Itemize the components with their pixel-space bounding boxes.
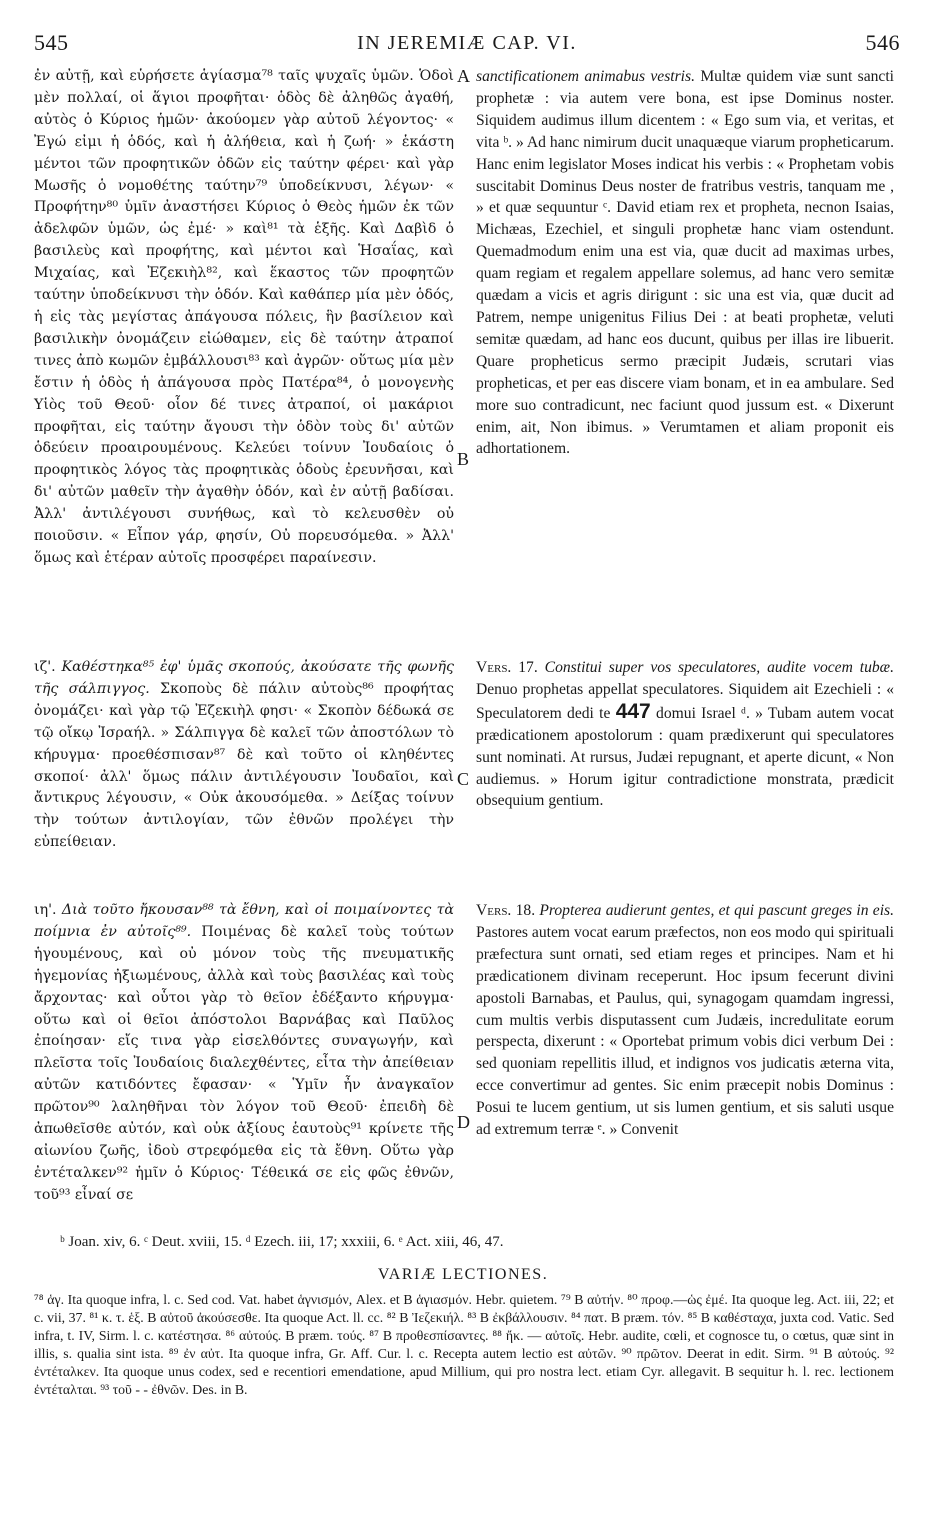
margin-letter-a: A bbox=[457, 66, 470, 86]
variae-lectiones-text: ⁷⁸ ἁγ. Ita quoque infra, l. c. Sed cod. Vat. habet ἁγνισμόν, Alex. et B ἁγιασμόν. Hebr. quietem. ⁷⁹ B αὐτήν. ⁸⁰ προφ.—ὡς ἐμέ. Ita quoque leg. Act. iii, 22; et c. vii, 37. ⁸¹ κ. τ. ἑξ. B αὐτοῦ ἀκούσεσθε. Ita quoque Act. ll. cc. ⁸² B Ἰεζεκιήλ. ⁸³ B ἐκβάλλουσιν. ⁸⁴ πατ. B præm. τόν. ⁸⁵ B καθέσταχα, juxta cod. Vatic. Sed infra, t. IV, Sirm. l. c. κατέστησα. ⁸⁶ αὐτούς. B præm. τούς. ⁸⁷ B προθεσπίσαντες. ⁸⁸ ἤκ. — αὐτοῖς. Hebr. audite, cœli, et cognosce tu, o cœtus, quæ sint in illis, s. qualia sint ista. ⁸⁹ ἐν αὐτ. Ita quoque infra, Gr. Aff. Cur. l. c. Recepta autem lectio est αὐτῶν. ⁹⁰ πρῶτον. Deerat in edit. Sirm. ⁹¹ B αὐτούς. ⁹² ἐντέταλκεν. Ita quoque unus codex, sed e recentiori emendatione, apud Millium, qui pro nostra lect. etiam Cyr. allegavit. B sequitur h. l. rec. lectionem ἐντέταλται. ⁹³ τοῦ - - ἐθνῶν. Des. in B. bbox=[34, 1292, 894, 1397]
latin-verse-18-text: Pastores autem vocat earum præfectos, non eos modo qui spirituali præfectura sunt ornati, sed etiam reges et principes. Nam et hi prædicationem divinam receperunt. Hoc ipsum fecerunt divini apostoli Barnabas, et Paulus, qui, synagogam quamdam ingressi, cum multis verbis disputassent cum Judæis, incredulitate eorum perspecta, dixerunt : « Oportebat primum vobis dici verbum Dei : sed quoniam repellitis illud, et indignos vos judicatis æterna vita, ecce convertimur ad gentes. Sic enim præcepit nobis Dominus : Posui te lucem gentium, ut sis lumen gentium, et sis saluti usque ad extremum terræ ᵉ. » Convenit bbox=[476, 923, 894, 1139]
margin-letter-c: C bbox=[457, 769, 470, 789]
latin-lead: sanctificationem animabus vestris. bbox=[476, 68, 695, 85]
greek-verse-18-lemma: Διὰ τοῦτο ἤκουσαν⁸⁸ τὰ ἔθνη, καὶ οἱ ποιμαίνοντες τὰ ποίμνια ἐν αὐτοῖς⁸⁹. bbox=[34, 902, 454, 940]
running-title: IN JEREMIÆ CAP. VI. bbox=[357, 32, 577, 54]
latin-verse-18-label: Vers. 18. bbox=[476, 902, 536, 919]
page-number-left: 545 bbox=[34, 30, 69, 55]
latin-verse-17 bbox=[476, 657, 894, 812]
greek-verse-17-lemma: Καθέστηκα⁸⁵ ἐφ' ὑμᾶς σκοπούς, ἀκούσατε τῆς φωνῆς τῆς σάλπιγγος. bbox=[34, 659, 454, 697]
greek-column bbox=[34, 66, 454, 570]
margin-letter-b: B bbox=[457, 449, 470, 469]
latin-paragraph-1: Multæ quidem viæ sunt sancti prophetæ : via autem vere bona, est ipse Dominus noster. Siquidem audimus illum dicentem : « Ego sum via, et veritas, et vita ᵇ. » Ad hanc nimirum ducit unaquæque viarum propheticarum. Hanc enim legislator Moses indicat his verbis : « Prophetam vobis suscitabit Dominus Deus noster de fratribus vestris, tanquam me , » et quæ sequuntur ᶜ. David etiam rex et propheta, necnon Isaias, Michæas, Ezechiel, et singuli prophetæ hanc viam ostendunt. Quemadmodum enim una est via, quæ ducit ad maximas urbes, quam regiam et regalem appellare solemus, ad hanc vero semitæ quædam a vicis et agris dirigunt : sic una est via, quæ ducit ad Patrem, nempe unigenitus Filius Dei : at beati prophetæ, veluti semitæ quædam, ad hanc eos ducunt, quibus per illas ire libuerit. Quare propheticus sermo præcipit Judæis, scrutari vias propheticas, et per eas discere viam bonam, et in ea ambulare. Sed more suo contradicunt, nec faciunt quod jussum est. « Dixerunt enim, ait, Non ibimus. » Verumtamen et aliam proponit eis adhortationem. bbox=[476, 68, 894, 458]
latin-verse-18 bbox=[476, 900, 894, 1141]
greek-verse-18-text: Ποιμένας δὲ καλεῖ τοὺς τούτων ἡγουμένους, καὶ οὐ μόνον τοὺς τῆς πνευματικῆς ἡγεμονίας ἠξιωμένους, ἀλλὰ καὶ τοὺς βασιλέας καὶ τοὺς ἄρχοντας· καὶ οὗτοι γὰρ τὸ θεῖον ἐδέξαντο κήρυγμα· οὕτω καὶ οἱ θεῖοι ἀπόστολοι Βαρνάβας καὶ Παῦλος ἐποίησαν· εἴς τινα γὰρ εἰσελθόντες συναγωγήν, καὶ πλεῖστα τοῖς Ἰουδαίοις διαλεχθέντες, εἶτα τὴν ἀπείθειαν αὐτῶν κατιδόντες ἔφασαν· « Ὑμῖν ἦν ἀναγκαῖον πρῶτον⁹⁰ λαληθῆναι τὸν λόγον τοῦ Θεοῦ· ἐπειδὴ δὲ ἀπωθεῖσθε αὐτόν, καὶ οὐκ ἀξίους ἑαυτοὺς⁹¹ κρίνετε τῆς αἰωνίου ζωῆς, ἰδοὺ στρεφόμεθα εἰς τὰ ἔθνη. Οὕτω γὰρ ἐντέταλκεν⁹² ἡμῖν ὁ Κύριος· Τέθεικά σε εἰς φῶς ἐθνῶν, τοῦ⁹³ εἶναί σε bbox=[34, 923, 454, 1203]
page-header bbox=[34, 30, 900, 64]
greek-paragraph-1: ἐν αὐτῇ, καὶ εὑρήσετε ἁγίασμα⁷⁸ ταῖς ψυχαῖς ὑμῶν. Ὁδοὶ μὲν πολλαί, οἱ ἅγιοι προφῆται· ὁδὸς δὲ ἀληθῶς ἀγαθή, αὐτὸς ὁ Κύριος ἡμῶν· ἀκούομεν γὰρ αὐτοῦ λέγοντος· « Ἐγώ εἰμι ἡ ὁδός, καὶ ἡ ἀλήθεια, καὶ ἡ ζωή· » ἑκάστη μέντοι τῶν προφητικῶν ὁδῶν εἰς ταύτην φέρει· καὶ γὰρ Μωσῆς ὁ νομοθέτης ταύτην⁷⁹ ὑποδείκνυσι, λέγων· « Προφήτην⁸⁰ ὑμῖν ἀναστήσει Κύριος ὁ Θεὸς ἡμῶν ἐκ τῶν ἀδελφῶν ὑμῶν, ὡς ἐμέ· » καὶ⁸¹ τὰ ἑξῆς. Καὶ Δαβὶδ ὁ βασιλεὺς καὶ προφήτης, καὶ μέντοι καὶ Ἡσαΐας, καὶ Μιχαίας, καὶ Ἐζεκιὴλ⁸², καὶ ἕκαστος τῶν προφητῶν ταύτην ὑποδείκνυσι τὴν ὁδόν. Καὶ καθάπερ μία μὲν ὁδός, ἡ εἰς τὰς μεγίστας ἀπάγουσα πόλεις, ἣν βασίλειον καὶ βασιλικὴν ὀνομάζειν εἰώθαμεν, εἰς δὲ ταύτην ἀτραποί τινες ἀπὸ κωμῶν ἐμβάλλουσι⁸³ καὶ ἀγρῶν· οὕτως μία μὲν ἔστιν ἡ ὁδὸς ἡ ἀπάγουσα πρὸς Πατέρα⁸⁴, ὁ μονογενὴς Υἱὸς τοῦ Θεοῦ· οἷον δέ τινες ἀτραποί, οἱ μακάριοι προφῆται, εἰς ταύτην ἄγουσι τὴν ὁδὸν τοὺς δι' αὐτῶν ὁδεύειν προαιρουμένους. Κελεύει τοίνυν Ἰουδαίοις ὁ προφητικὸς λόγος τὰς προφητικὰς ὁδοὺς ἐρευνῆσαι, καὶ δι' αὐτῶν μαθεῖν τὴν ἀγαθὴν ὁδόν, καὶ ἐν αὐτῇ βαδίσαι. Ἀλλ' ἀντιλέγουσι συνήθως, καὶ τὸ κελευσθὲν οὐ ποιοῦσιν. « Εἶπον γάρ, φησίν, Οὐ πορευσόμεθα. » Ἀλλ' ὅμως καὶ ἑτέραν αὐτοῖς προσφέρει παραίνεσιν. bbox=[34, 68, 454, 566]
footnotes: ᵇ Joan. xiv, 6. ᶜ Deut. xviii, 15. ᵈ Ezech. iii, 17; xxxiii, 6. ᵉ Act. xiii, 46, 47. bbox=[60, 1234, 504, 1250]
latin-verse-17-text-b: domui Israel ᵈ. » Tubam autem vocat prædicationem apostolorum : quam prædixerunt qui speculatores sunt nominati. At rursus, Judæi repugnant, et aperte dicunt, « Non audiemus. » Horum igitur contradictione monstrata, prædicit obsequium gentium. bbox=[476, 704, 894, 810]
latin-verse-18-lemma: Propterea audierunt gentes, et qui pascunt greges in eis. bbox=[539, 902, 894, 919]
page-number-right: 546 bbox=[865, 30, 900, 55]
greek-verse-18 bbox=[34, 900, 454, 1207]
greek-verse-17-label: ιζ'. bbox=[34, 659, 56, 675]
latin-verse-17-label: Vers. 17. bbox=[476, 659, 538, 676]
greek-verse-17-text: Σκοποὺς δὲ πάλιν αὐτοὺς⁸⁶ προφήτας ὀνομάζει· καὶ γὰρ τῷ Ἐζεκιὴλ φησι· « Σκοπὸν δέδωκά σε τῷ οἴκῳ Ἰσραήλ. » Σάλπιγγα δὲ καλεῖ τῶν ἀποστόλων τὸ κήρυγμα· προεθέσπισαν⁸⁷ δὲ καὶ τοῦτο οἱ κληθέντες σκοποί· ἀλλ' ὅμως πάλιν ἀντιλέγουσιν Ἰουδαῖοι, καὶ ἄντικρυς λέγουσιν, « Οὐκ ἀκουσόμεθα. » Δείξας τοίνυν τὴν τούτων ἀντιλογίαν, τῶν ἐθνῶν προλέγει τὴν εὐπείθειαν. bbox=[34, 680, 454, 851]
latin-column bbox=[476, 66, 894, 460]
variae-lectiones bbox=[34, 1291, 894, 1399]
variae-lectiones-title: VARIÆ LECTIONES. bbox=[377, 1266, 549, 1283]
greek-verse-18-label: ιη'. bbox=[34, 902, 57, 918]
latin-verse-17-lemma: Constitui super vos speculatores, audite vocem tubæ. bbox=[544, 659, 894, 676]
column-number: 447 bbox=[615, 699, 651, 723]
margin-letter-d: D bbox=[457, 1112, 470, 1132]
greek-verse-17 bbox=[34, 657, 454, 854]
latin-verse-17-text-a: Denuo prophetas appellat speculatores. Siquidem ait Ezechieli : « Speculatorem dedi te bbox=[476, 680, 894, 722]
